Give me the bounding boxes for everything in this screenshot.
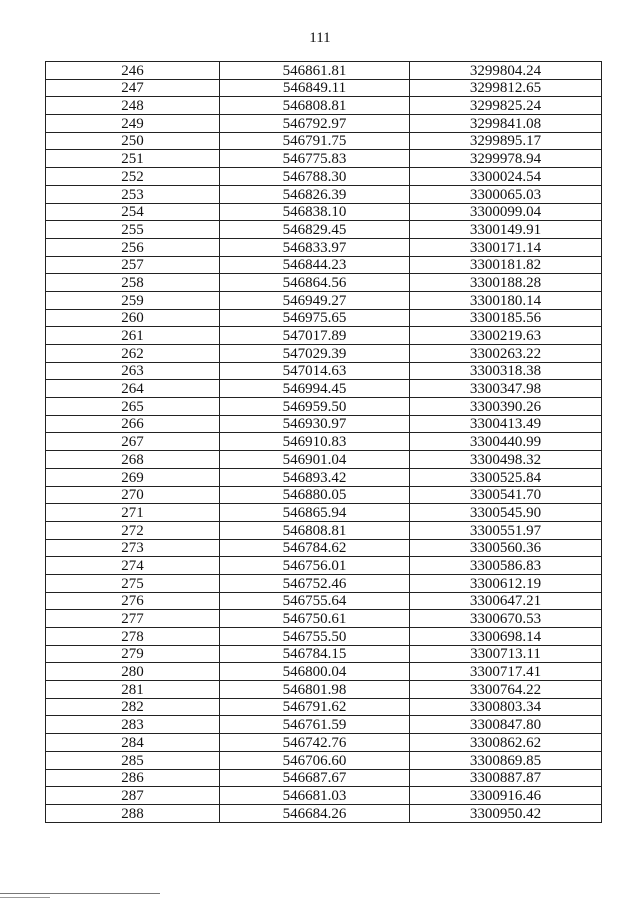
table-row <box>46 62 602 80</box>
point-number-cell: 248 <box>46 97 220 115</box>
footer-divider-short <box>0 897 50 898</box>
y-coordinate-cell: 3300803.34 <box>410 698 602 716</box>
y-coordinate-cell: 3300698.14 <box>410 628 602 646</box>
footer-divider <box>0 893 160 894</box>
y-coordinate-cell: 3300188.28 <box>410 274 602 292</box>
point-number-cell: 258 <box>46 274 220 292</box>
y-coordinate-cell: 3300586.83 <box>410 557 602 575</box>
point-number-cell: 274 <box>46 557 220 575</box>
x-coordinate-cell: 546949.27 <box>220 291 410 309</box>
table-row <box>46 610 602 628</box>
table-row <box>46 451 602 469</box>
point-number-cell: 264 <box>46 380 220 398</box>
y-coordinate-cell: 3300390.26 <box>410 398 602 416</box>
x-coordinate-cell: 546775.83 <box>220 150 410 168</box>
table-row <box>46 327 602 345</box>
y-coordinate-cell: 3300099.04 <box>410 203 602 221</box>
y-coordinate-cell: 3300413.49 <box>410 415 602 433</box>
x-coordinate-cell: 546864.56 <box>220 274 410 292</box>
table-row <box>46 203 602 221</box>
table-row <box>46 645 602 663</box>
y-coordinate-cell: 3299978.94 <box>410 150 602 168</box>
y-coordinate-cell: 3300713.11 <box>410 645 602 663</box>
y-coordinate-cell: 3300171.14 <box>410 238 602 256</box>
x-coordinate-cell: 546792.97 <box>220 115 410 133</box>
y-coordinate-cell: 3300717.41 <box>410 663 602 681</box>
point-number-cell: 284 <box>46 734 220 752</box>
y-coordinate-cell: 3299841.08 <box>410 115 602 133</box>
point-number-cell: 247 <box>46 79 220 97</box>
point-number-cell: 246 <box>46 62 220 80</box>
point-number-cell: 257 <box>46 256 220 274</box>
y-coordinate-cell: 3300541.70 <box>410 486 602 504</box>
x-coordinate-cell: 546838.10 <box>220 203 410 221</box>
x-coordinate-cell: 546844.23 <box>220 256 410 274</box>
x-coordinate-cell: 546829.45 <box>220 221 410 239</box>
x-coordinate-cell: 546755.50 <box>220 628 410 646</box>
point-number-cell: 256 <box>46 238 220 256</box>
x-coordinate-cell: 546833.97 <box>220 238 410 256</box>
point-number-cell: 260 <box>46 309 220 327</box>
x-coordinate-cell: 547017.89 <box>220 327 410 345</box>
point-number-cell: 280 <box>46 663 220 681</box>
x-coordinate-cell: 546808.81 <box>220 521 410 539</box>
y-coordinate-cell: 3300263.22 <box>410 345 602 363</box>
coordinates-table-body <box>46 62 602 823</box>
point-number-cell: 268 <box>46 451 220 469</box>
y-coordinate-cell: 3300498.32 <box>410 451 602 469</box>
x-coordinate-cell: 546880.05 <box>220 486 410 504</box>
y-coordinate-cell: 3300525.84 <box>410 468 602 486</box>
x-coordinate-cell: 546865.94 <box>220 504 410 522</box>
table-row <box>46 150 602 168</box>
point-number-cell: 261 <box>46 327 220 345</box>
point-number-cell: 278 <box>46 628 220 646</box>
y-coordinate-cell: 3299804.24 <box>410 62 602 80</box>
x-coordinate-cell: 546756.01 <box>220 557 410 575</box>
point-number-cell: 281 <box>46 681 220 699</box>
point-number-cell: 267 <box>46 433 220 451</box>
table-row <box>46 256 602 274</box>
y-coordinate-cell: 3300347.98 <box>410 380 602 398</box>
y-coordinate-cell: 3299825.24 <box>410 97 602 115</box>
point-number-cell: 277 <box>46 610 220 628</box>
y-coordinate-cell: 3300916.46 <box>410 787 602 805</box>
y-coordinate-cell: 3300869.85 <box>410 751 602 769</box>
point-number-cell: 279 <box>46 645 220 663</box>
table-row <box>46 415 602 433</box>
x-coordinate-cell: 546784.15 <box>220 645 410 663</box>
y-coordinate-cell: 3300024.54 <box>410 168 602 186</box>
coordinates-table <box>45 61 602 823</box>
table-row <box>46 115 602 133</box>
point-number-cell: 271 <box>46 504 220 522</box>
point-number-cell: 252 <box>46 168 220 186</box>
x-coordinate-cell: 546901.04 <box>220 451 410 469</box>
y-coordinate-cell: 3300647.21 <box>410 592 602 610</box>
point-number-cell: 270 <box>46 486 220 504</box>
point-number-cell: 288 <box>46 804 220 822</box>
x-coordinate-cell: 546684.26 <box>220 804 410 822</box>
table-row <box>46 751 602 769</box>
x-coordinate-cell: 546750.61 <box>220 610 410 628</box>
y-coordinate-cell: 3299812.65 <box>410 79 602 97</box>
table-row <box>46 274 602 292</box>
table-row <box>46 698 602 716</box>
table-row <box>46 238 602 256</box>
point-number-cell: 287 <box>46 787 220 805</box>
x-coordinate-cell: 547029.39 <box>220 345 410 363</box>
table-row <box>46 362 602 380</box>
y-coordinate-cell: 3300560.36 <box>410 539 602 557</box>
table-row <box>46 291 602 309</box>
x-coordinate-cell: 546788.30 <box>220 168 410 186</box>
x-coordinate-cell: 546742.76 <box>220 734 410 752</box>
table-row <box>46 97 602 115</box>
point-number-cell: 285 <box>46 751 220 769</box>
table-row <box>46 681 602 699</box>
x-coordinate-cell: 546687.67 <box>220 769 410 787</box>
table-row <box>46 168 602 186</box>
x-coordinate-cell: 547014.63 <box>220 362 410 380</box>
point-number-cell: 259 <box>46 291 220 309</box>
table-row <box>46 486 602 504</box>
point-number-cell: 262 <box>46 345 220 363</box>
y-coordinate-cell: 3300551.97 <box>410 521 602 539</box>
y-coordinate-cell: 3300149.91 <box>410 221 602 239</box>
x-coordinate-cell: 546861.81 <box>220 62 410 80</box>
table-row <box>46 504 602 522</box>
x-coordinate-cell: 546930.97 <box>220 415 410 433</box>
point-number-cell: 251 <box>46 150 220 168</box>
table-row <box>46 557 602 575</box>
table-row <box>46 185 602 203</box>
y-coordinate-cell: 3300065.03 <box>410 185 602 203</box>
table-row <box>46 309 602 327</box>
x-coordinate-cell: 546791.62 <box>220 698 410 716</box>
table-row <box>46 221 602 239</box>
y-coordinate-cell: 3300887.87 <box>410 769 602 787</box>
y-coordinate-cell: 3300180.14 <box>410 291 602 309</box>
point-number-cell: 282 <box>46 698 220 716</box>
x-coordinate-cell: 546752.46 <box>220 574 410 592</box>
x-coordinate-cell: 546893.42 <box>220 468 410 486</box>
y-coordinate-cell: 3300219.63 <box>410 327 602 345</box>
point-number-cell: 266 <box>46 415 220 433</box>
table-row <box>46 734 602 752</box>
y-coordinate-cell: 3300764.22 <box>410 681 602 699</box>
point-number-cell: 272 <box>46 521 220 539</box>
point-number-cell: 255 <box>46 221 220 239</box>
x-coordinate-cell: 546826.39 <box>220 185 410 203</box>
x-coordinate-cell: 546706.60 <box>220 751 410 769</box>
y-coordinate-cell: 3300862.62 <box>410 734 602 752</box>
point-number-cell: 263 <box>46 362 220 380</box>
x-coordinate-cell: 546910.83 <box>220 433 410 451</box>
x-coordinate-cell: 546761.59 <box>220 716 410 734</box>
y-coordinate-cell: 3299895.17 <box>410 132 602 150</box>
point-number-cell: 273 <box>46 539 220 557</box>
y-coordinate-cell: 3300440.99 <box>410 433 602 451</box>
y-coordinate-cell: 3300950.42 <box>410 804 602 822</box>
point-number-cell: 283 <box>46 716 220 734</box>
table-row <box>46 79 602 97</box>
table-row <box>46 380 602 398</box>
point-number-cell: 276 <box>46 592 220 610</box>
point-number-cell: 269 <box>46 468 220 486</box>
y-coordinate-cell: 3300181.82 <box>410 256 602 274</box>
x-coordinate-cell: 546791.75 <box>220 132 410 150</box>
point-number-cell: 249 <box>46 115 220 133</box>
point-number-cell: 265 <box>46 398 220 416</box>
y-coordinate-cell: 3300318.38 <box>410 362 602 380</box>
x-coordinate-cell: 546800.04 <box>220 663 410 681</box>
table-row <box>46 468 602 486</box>
table-row <box>46 592 602 610</box>
table-row <box>46 521 602 539</box>
table-row <box>46 628 602 646</box>
table-row <box>46 539 602 557</box>
table-row <box>46 804 602 822</box>
point-number-cell: 275 <box>46 574 220 592</box>
y-coordinate-cell: 3300185.56 <box>410 309 602 327</box>
y-coordinate-cell: 3300612.19 <box>410 574 602 592</box>
x-coordinate-cell: 546975.65 <box>220 309 410 327</box>
table-row <box>46 787 602 805</box>
point-number-cell: 254 <box>46 203 220 221</box>
point-number-cell: 286 <box>46 769 220 787</box>
x-coordinate-cell: 546801.98 <box>220 681 410 699</box>
table-row <box>46 345 602 363</box>
y-coordinate-cell: 3300670.53 <box>410 610 602 628</box>
table-row <box>46 398 602 416</box>
x-coordinate-cell: 546784.62 <box>220 539 410 557</box>
table-row <box>46 132 602 150</box>
x-coordinate-cell: 546994.45 <box>220 380 410 398</box>
y-coordinate-cell: 3300847.80 <box>410 716 602 734</box>
point-number-cell: 250 <box>46 132 220 150</box>
table-row <box>46 769 602 787</box>
x-coordinate-cell: 546849.11 <box>220 79 410 97</box>
table-row <box>46 574 602 592</box>
table-row <box>46 716 602 734</box>
x-coordinate-cell: 546755.64 <box>220 592 410 610</box>
point-number-cell: 253 <box>46 185 220 203</box>
page-number: 111 <box>309 30 331 46</box>
x-coordinate-cell: 546681.03 <box>220 787 410 805</box>
x-coordinate-cell: 546808.81 <box>220 97 410 115</box>
x-coordinate-cell: 546959.50 <box>220 398 410 416</box>
table-row <box>46 663 602 681</box>
y-coordinate-cell: 3300545.90 <box>410 504 602 522</box>
table-row <box>46 433 602 451</box>
